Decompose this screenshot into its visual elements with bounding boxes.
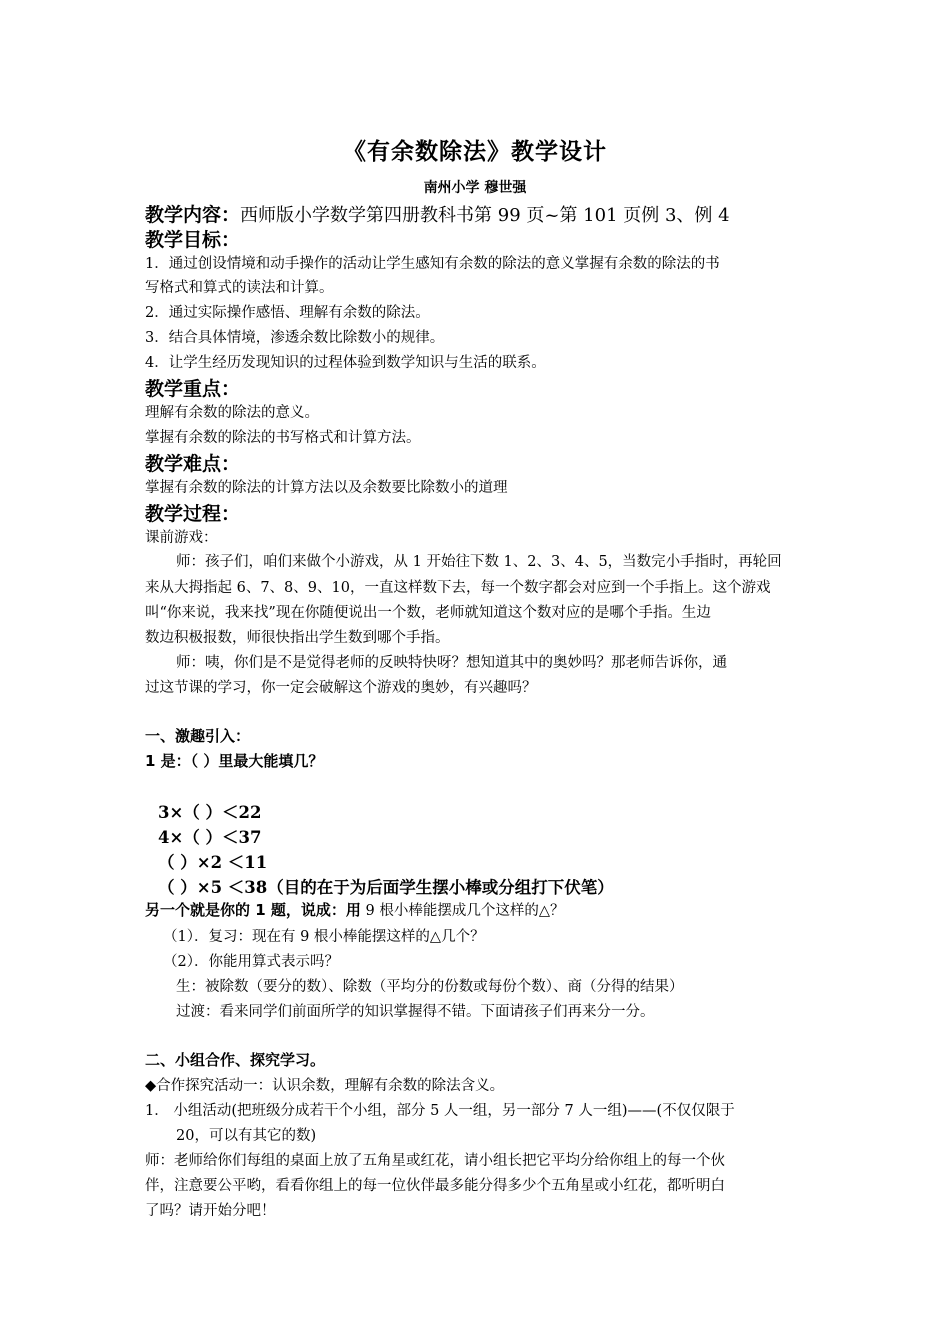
activity-1a: 1． 小组活动(把班级分成若干个小组，部分 5 人一组，另一部分 7 人一组)——(不仅仅限于	[145, 1103, 735, 1119]
question-2-bold: 另一个就是你的 1 题，说成：用	[145, 901, 361, 919]
goal-1b: 写格式和算式的读法和计算。	[145, 280, 334, 296]
section-1-heading: 一、激趣引入：	[145, 727, 251, 745]
key-point-2: 掌握有余数的除法的书写格式和计算方法。	[145, 430, 421, 446]
question-1: 1 是：（ ）里最大能填几？	[145, 752, 324, 770]
expression-1: 3×（ ）＜22	[158, 803, 262, 822]
difficulty-heading: 教学难点：	[145, 453, 241, 475]
expression-2: 4×（ ）＜37	[158, 828, 262, 847]
process-heading: 教学过程：	[145, 503, 241, 525]
pre-game-label: 课前游戏：	[145, 530, 218, 546]
goal-1a: 1．通过创设情境和动手操作的活动让学生感知有余数的除法的意义掌握有余数的除法的书	[145, 256, 720, 272]
content-label: 教学内容：	[145, 204, 241, 226]
sub-item-1: （1）．复习：现在有 9 根小棒能摆这样的△几个？	[163, 929, 485, 945]
activity-1b: 20，可以有其它的数)	[176, 1128, 317, 1144]
author-line: 南州小学 穆世强	[423, 180, 527, 196]
teaching-content	[145, 200, 730, 227]
expression-4: （ ）×5 ＜38（目的在于为后面学生摆小棒或分组打下伏笔）	[158, 878, 614, 897]
difficulty-1: 掌握有余数的除法的计算方法以及余数要比除数小的道理	[145, 480, 508, 496]
sub-item-2: （2）．你能用算式表示吗？	[163, 954, 339, 970]
question-2-plain: 9 根小棒能摆成几个这样的△？	[360, 903, 565, 919]
question-2	[145, 899, 564, 920]
document-title: 《有余数除法》教学设计	[343, 139, 607, 165]
key-points-heading: 教学重点：	[145, 378, 241, 400]
expression-3: （ ）×2 ＜11	[158, 853, 268, 872]
paragraph-2a: 师：咦，你们是不是觉得老师的反映特快呀？想知道其中的奥妙吗？那老师告诉你，通	[176, 655, 727, 671]
content-text: 西师版小学数学第四册教科书第 99 页~第 101 页例 3、例 4	[240, 205, 730, 226]
teacher-1a: 师：老师给你们每组的桌面上放了五角星或红花，请小组长把它平均分给你组上的每一个伙	[145, 1153, 725, 1169]
key-point-1: 理解有余数的除法的意义。	[145, 405, 319, 421]
goal-3: 3．结合具体情境，渗透余数比除数小的规律。	[145, 330, 445, 346]
goal-2: 2．通过实际操作感悟、理解有余数的除法。	[145, 305, 430, 321]
paragraph-2b: 过这节课的学习，你一定会破解这个游戏的奥妙，有兴趣吗？	[145, 680, 537, 696]
goals-heading: 教学目标：	[145, 229, 241, 251]
student-answer: 生：被除数（要分的数）、除数（平均分的份数或每份个数）、商（分得的结果）	[176, 979, 684, 995]
paragraph-1a: 师：孩子们，咱们来做个小游戏，从 1 开始往下数 1、2、3、4、5，当数完小手指时，再轮回	[176, 554, 782, 570]
paragraph-1b: 来从大拇指起 6、7、8、9、10，一直这样数下去，每一个数字都会对应到一个手指上。这个游戏	[145, 580, 771, 596]
transition-text: 过渡：看来同学们前面所学的知识掌握得不错。下面请孩子们再来分一分。	[176, 1004, 655, 1020]
paragraph-1c: 叫“你来说，我来找”现在你随便说出一个数，老师就知道这个数对应的是哪个手指。生边	[145, 605, 711, 621]
paragraph-1d: 数边积极报数，师很快指出学生数到哪个手指。	[145, 630, 450, 646]
activity-1-heading: ◆合作探究活动一：认识余数，理解有余数的除法含义。	[145, 1078, 505, 1094]
teacher-1c: 了吗？请开始分吧！	[145, 1203, 276, 1219]
teacher-1b: 伴，注意要公平哟，看看你组上的每一位伙伴最多能分得多少个五角星或小红花，都听明白	[145, 1178, 725, 1194]
section-2-heading: 二、小组合作、探究学习。	[145, 1051, 326, 1069]
goal-4: 4．让学生经历发现知识的过程体验到数学知识与生活的联系。	[145, 355, 546, 371]
